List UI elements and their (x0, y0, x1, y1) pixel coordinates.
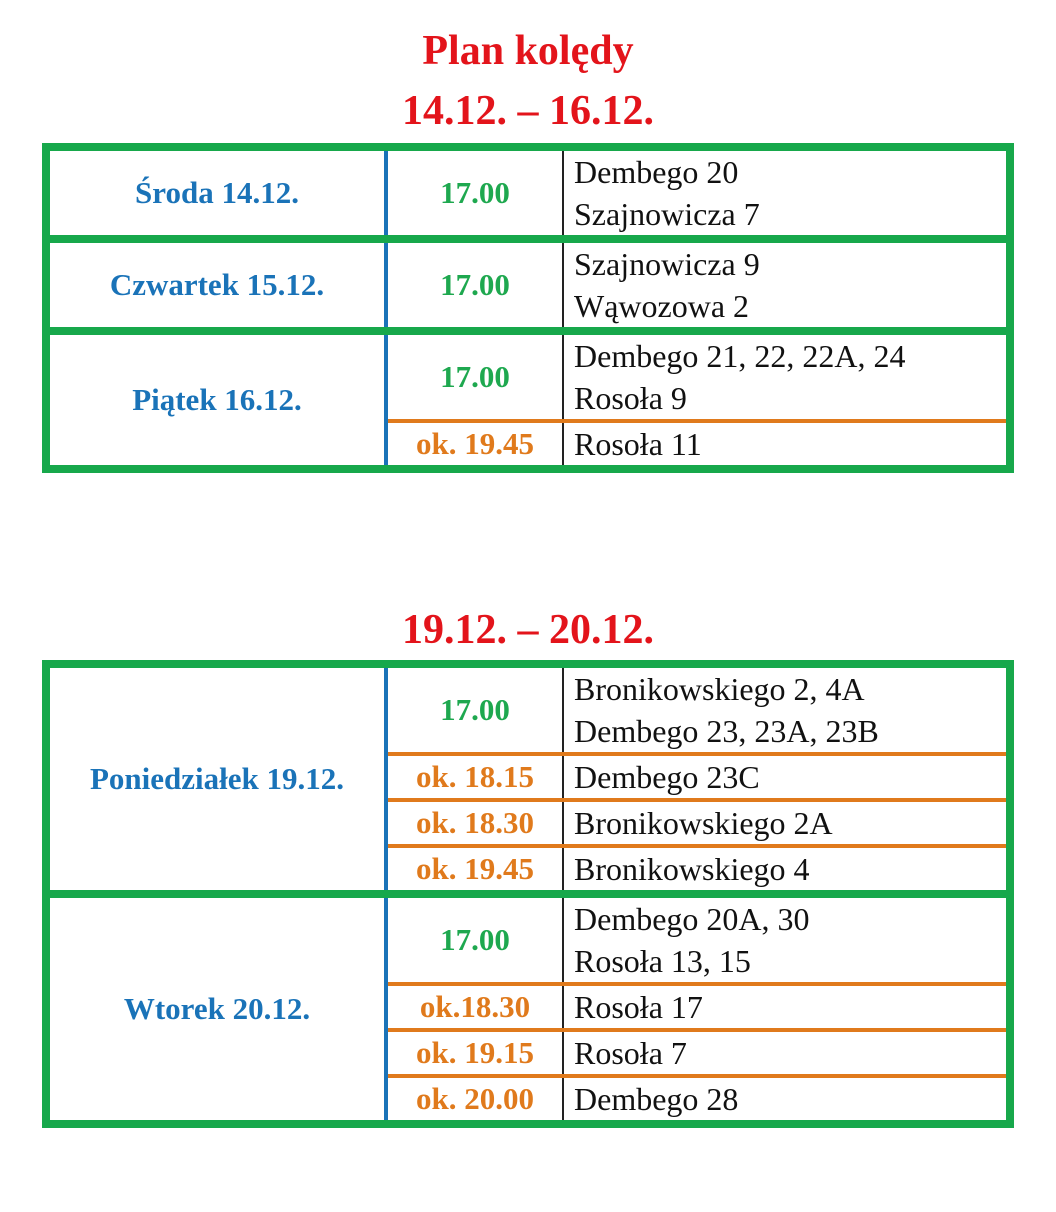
address-line: Rosoła 17 (574, 989, 703, 1025)
time-slot: ok.18.30 (386, 984, 563, 1030)
time-slot: 17.00 (386, 331, 563, 421)
time-slot: ok. 19.45 (386, 421, 563, 469)
address-cell (563, 331, 1010, 421)
address-cell (563, 147, 1010, 239)
address-line: Bronikowskiego 2, 4A (574, 671, 865, 707)
address-line: Rosoła 7 (574, 1035, 687, 1071)
address-line: Dembego 20 (574, 154, 739, 190)
address-line: Dembego 21, 22, 22A, 24 (574, 338, 906, 374)
schedule-table-2 (42, 660, 1014, 1128)
address-line: Szajnowicza 7 (574, 196, 760, 232)
address-line: Dembego 20A, 30 (574, 901, 810, 937)
time-slot: ok. 18.30 (386, 800, 563, 846)
address-line: Bronikowskiego 4 (574, 851, 810, 887)
time-slot: ok. 20.00 (386, 1076, 563, 1124)
day-label: Wtorek 20.12. (46, 894, 386, 1124)
address-line: Szajnowicza 9 (574, 246, 760, 282)
address-line: Rosoła 13, 15 (574, 943, 751, 979)
time-slot: 17.00 (386, 239, 563, 331)
day-label: Środa 14.12. (46, 147, 386, 239)
time-slot: ok. 18.15 (386, 754, 563, 800)
address-cell (563, 800, 1010, 846)
address-cell (563, 846, 1010, 894)
date-range-2: 19.12. – 20.12. (402, 607, 654, 653)
day-label: Czwartek 15.12. (46, 239, 386, 331)
time-slot: 17.00 (386, 147, 563, 239)
address-line: Wąwozowa 2 (574, 288, 750, 324)
address-cell (563, 984, 1010, 1030)
address-line: Dembego 23, 23A, 23B (574, 713, 879, 749)
date-range-1: 14.12. – 16.12. (402, 88, 654, 134)
address-cell (563, 1076, 1010, 1124)
address-line: Bronikowskiego 2A (574, 805, 833, 841)
time-slot: 17.00 (386, 664, 563, 754)
page-title: Plan kolędy (422, 28, 634, 74)
address-line: Dembego 23C (574, 759, 760, 795)
address-line: Dembego 28 (574, 1081, 739, 1117)
time-slot: ok. 19.45 (386, 846, 563, 894)
time-slot: 17.00 (386, 894, 563, 984)
address-cell (563, 1030, 1010, 1076)
address-line: Rosoła 11 (574, 426, 702, 462)
day-label: Poniedziałek 19.12. (46, 664, 386, 894)
address-cell (563, 754, 1010, 800)
address-cell (563, 894, 1010, 984)
address-cell (563, 239, 1010, 331)
address-line: Rosoła 9 (574, 380, 687, 416)
schedule-table-1 (42, 143, 1014, 473)
day-label: Piątek 16.12. (46, 331, 386, 469)
address-cell (563, 421, 1010, 469)
address-cell (563, 664, 1010, 754)
time-slot: ok. 19.15 (386, 1030, 563, 1076)
